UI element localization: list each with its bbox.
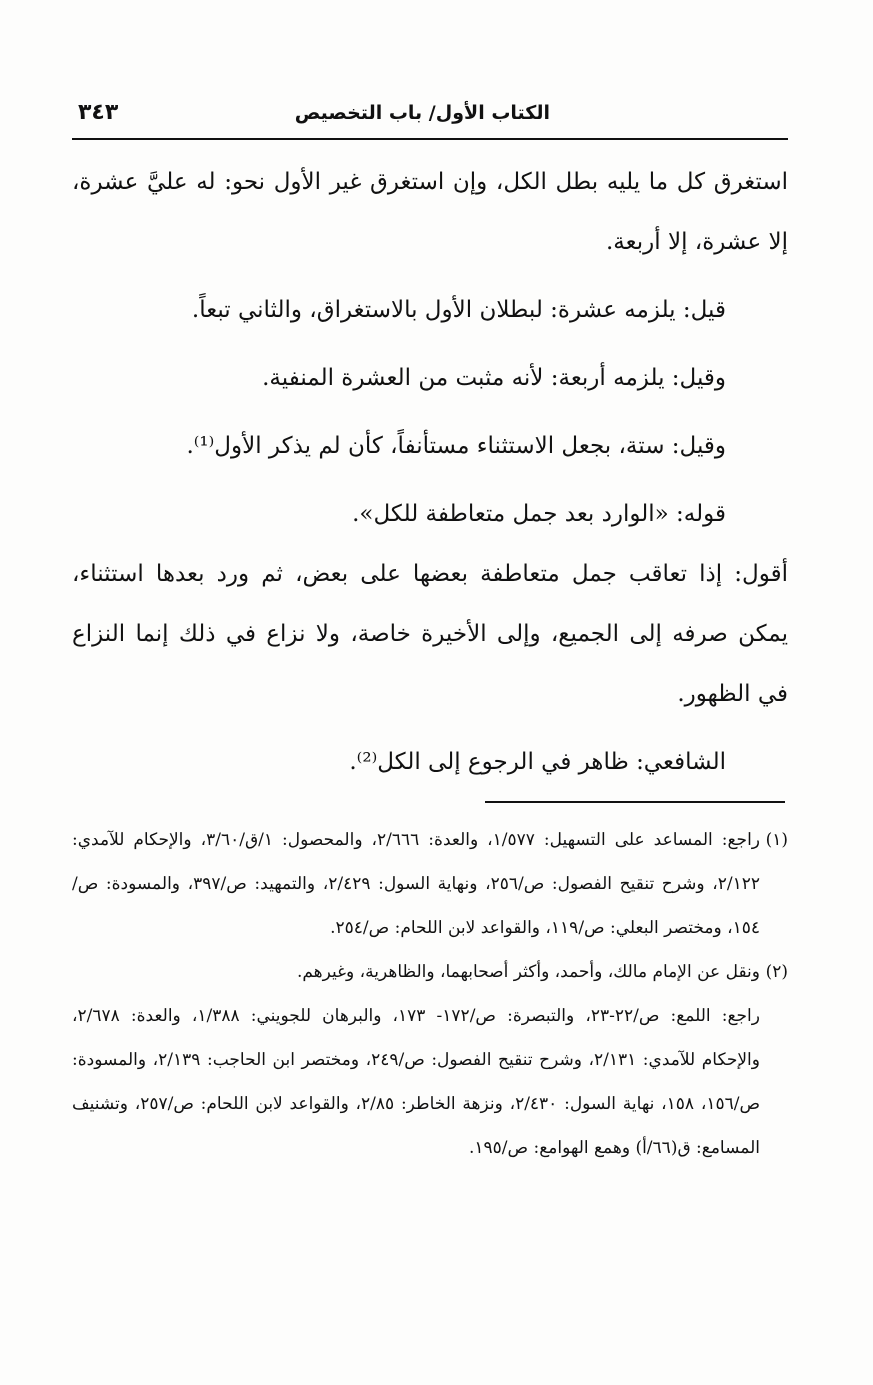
footnote-1-text: راجع: المساعد على التسهيل: ١/٥٧٧، والعدة: ٢/٦٦٦، والمحصول: ١/ق/٣/٦٠، والإحكام للآمدي: ٢/١٢٢، وشرح تنقيح الفصول: ص/٢٥٦، ونهاية السول: ٢/٤٢٩، والتمهيد: ص/٣٩٧، والمسودة: ص/١٥٤، ومختصر البعلي: ص/١١٩، والقواعد لابن اللحام: ص/٢٥٤. xyxy=(72,830,761,938)
footnote-2 xyxy=(72,950,788,994)
main-text xyxy=(72,152,788,792)
paragraph-6: أقول: إذا تعاقب جمل متعاطفة بعضها على بعض، ثم ورد بعدها استثناء، يمكن صرفه إلى الجميع، وإلى الأخيرة خاصة، ولا نزاع في ذلك إنما النزاع في الظهور. xyxy=(72,561,788,707)
footnote-separator xyxy=(485,801,785,803)
page-number: ٣٤٣ xyxy=(78,100,119,125)
paragraph-5: قوله: «الوارد بعد جمل متعاطفة للكل». xyxy=(352,501,726,527)
footnote-1 xyxy=(72,818,788,950)
paragraph-4: وقيل: ستة، بجعل الاستثناء مستأنفاً، كأن لم يذكر الأول⁽¹⁾. xyxy=(186,433,726,459)
paragraph-3: وقيل: يلزمه أربعة: لأنه مثبت من العشرة المنفية. xyxy=(262,365,726,391)
footnote-2-text: ونقل عن الإمام مالك، وأحمد، وأكثر أصحابهما، والظاهرية، وغيرهم. xyxy=(296,962,760,982)
header-title: الكتاب الأول/ باب التخصيص xyxy=(294,102,550,124)
footnote-2-number: (٢) xyxy=(765,962,788,982)
footnote-2-references: راجع: اللمع: ص/٢٢-٢٣، والتبصرة: ص/١٧٢- ١٧٣، والبرهان للجويني: ١/٣٨٨، والعدة: ٢/٦٧٨، والإحكام للآمدي: ٢/١٣١، وشرح تنقيح الفصول: ص/٢٤٩، ومختصر ابن الحاجب: ٢/١٣٩، والمسودة: ص/١٥٦، ١٥٨، نهاية السول: ٢/٤٣٠، ونزهة الخاطر: ٢/٨٥، والقواعد لابن اللحام: ص/٢٥٧، وتشنيف المسامع: ق(٦٦/أ) وهمع الهوامع: ص/١٩٥. xyxy=(72,1006,760,1158)
footnotes xyxy=(72,818,788,1170)
footnote-1-number: (١) xyxy=(765,830,788,850)
running-header xyxy=(72,98,788,140)
paragraph-7: الشافعي: ظاهر في الرجوع إلى الكل⁽²⁾. xyxy=(349,749,726,775)
paragraph-1: استغرق كل ما يليه بطل الكل، وإن استغرق غير الأول نحو: له عليَّ عشرة، إلا عشرة، إلا أربعة. xyxy=(72,169,789,255)
paragraph-2: قيل: يلزمه عشرة: لبطلان الأول بالاستغراق، والثاني تبعاً. xyxy=(191,297,726,323)
